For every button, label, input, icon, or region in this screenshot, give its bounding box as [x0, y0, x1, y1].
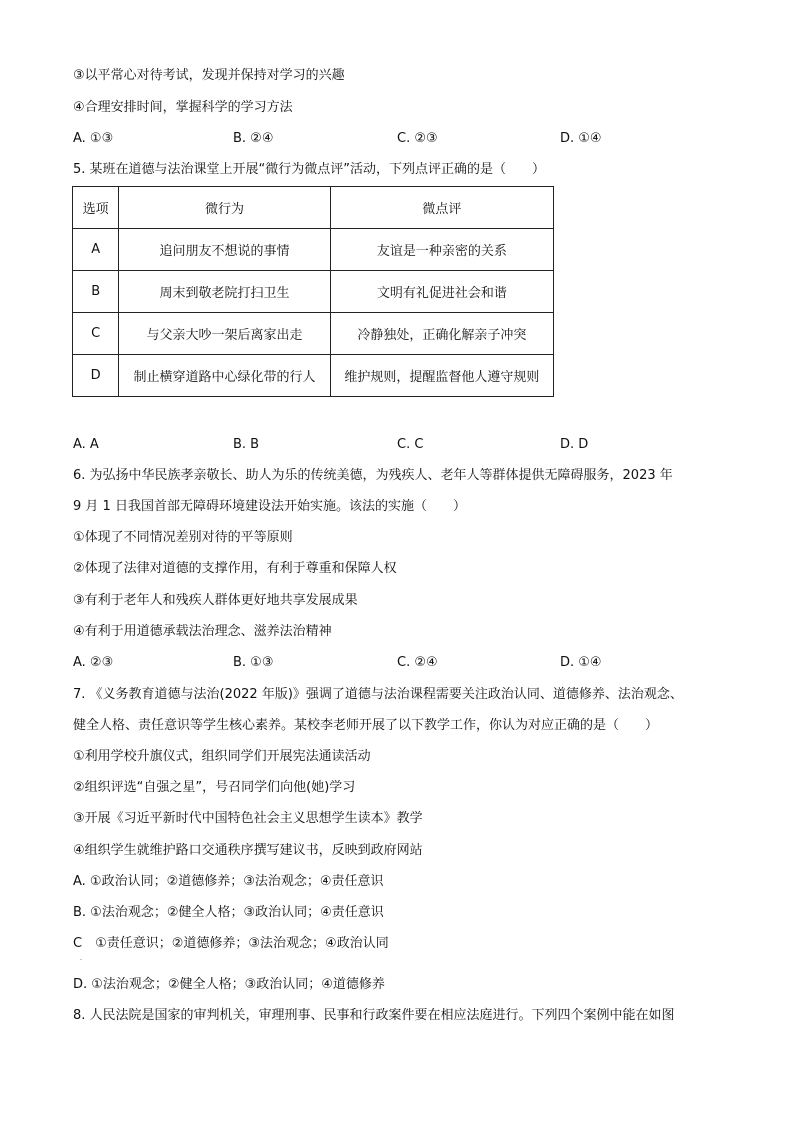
q7-item-1: ①利用学校升旗仪式，组织同学们开展宪法通读活动 — [73, 749, 371, 764]
q7-item-3: ③开展《习近平新时代中国特色社会主义思想学生读本》教学 — [73, 811, 423, 826]
table-cell: C — [73, 313, 119, 355]
q6-option-a: A. ②③ — [73, 655, 114, 670]
q5-table-header-row — [73, 187, 554, 229]
q7-choice-d: D. ①法治观念；②健全人格；③政治认同；④道德修养 — [73, 977, 385, 992]
table-cell: 冷静独处，正确化解亲子冲突 — [330, 313, 553, 355]
q5-header-comment: 微点评 — [330, 187, 553, 229]
q4-item-3: ③以平常心对待考试，发现并保持对学习的兴趣 — [73, 68, 345, 83]
table-cell: 文明有礼促进社会和谐 — [330, 271, 553, 313]
q7-item-4: ④组织学生就维护路口交通秩序撰写建议书，反映到政府网站 — [73, 843, 423, 858]
q7-stem-line-1: 7. 《义务教育道德与法治(2022 年版)》强调了道德与法治课程需要关注政治认同、道德修养、法治观念、 — [73, 687, 683, 702]
q5-option-a: A. A — [73, 437, 99, 452]
q6-item-3: ③有利于老年人和残疾人群体更好地共享发展成果 — [73, 593, 358, 608]
q6-item-2: ②体现了法律对道德的支撑作用，有利于尊重和保障人权 — [73, 561, 397, 576]
table-cell: 制止横穿道路中心绿化带的行人 — [119, 355, 330, 397]
q8-stem-line-1: 8. 人民法院是国家的审判机关，审理刑事、民事和行政案件要在相应法庭进行。下列四个案例中能在如图 — [73, 1008, 675, 1023]
table-cell: 追问朋友不想说的事情 — [119, 229, 330, 271]
q6-options — [73, 654, 713, 672]
table-cell: B — [73, 271, 119, 313]
q6-option-b: B. ①③ — [233, 655, 274, 670]
q6-stem-line-2: 9 月 1 日我国首部无障碍环境建设法开始实施。该法的实施（ ） — [73, 499, 466, 514]
q5-option-b: B. B — [233, 437, 260, 452]
table-cell: 友谊是一种亲密的关系 — [330, 229, 553, 271]
table-cell: D — [73, 355, 119, 397]
q6-item-1: ①体现了不同情况差别对待的平等原则 — [73, 530, 293, 545]
q7-choice-c: C ①责任意识；②道德修养；③法治观念；④政治认同 — [73, 936, 389, 951]
table-row — [73, 229, 554, 271]
q7-choice-b: B. ①法治观念；②健全人格；③政治认同；④责任意识 — [73, 905, 384, 920]
q5-option-d: D. D — [560, 437, 589, 452]
q7-item-2: ②组织评选“自强之星”，号召同学们向他(她)学习 — [73, 780, 356, 795]
q5-stem: 5. 某班在道德与法治课堂上开展“微行为微点评”活动，下列点评正确的是（ ） — [73, 162, 546, 177]
q6-item-4: ④有利于用道德承载法治理念、滋养法治精神 — [73, 624, 332, 639]
q4-item-4: ④合理安排时间，掌握科学的学习方法 — [73, 100, 293, 115]
q7-stem-line-2: 健全人格、责任意识等学生核心素养。某校李老师开展了以下教学工作，你认为对应正确的是（ ） — [73, 718, 659, 733]
q5-header-behavior: 微行为 — [119, 187, 330, 229]
q5-header-option: 选项 — [73, 187, 119, 229]
q4-options — [73, 130, 713, 148]
table-row — [73, 271, 554, 313]
table-row — [73, 355, 554, 397]
q5-option-c: C. C — [397, 437, 424, 452]
table-cell: 维护规则，提醒监督他人遵守规则 — [330, 355, 553, 397]
table-row — [73, 313, 554, 355]
q6-option-c: C. ②④ — [397, 655, 438, 670]
q7-choice-a: A. ①政治认同；②道德修养；③法治观念；④责任意识 — [73, 874, 384, 889]
q5-table — [72, 186, 554, 397]
table-cell: A — [73, 229, 119, 271]
q5-options — [73, 436, 713, 454]
q4-option-a: A. ①③ — [73, 131, 114, 146]
table-cell: 与父亲大吵一架后离家出走 — [119, 313, 330, 355]
q4-option-c: C. ②③ — [397, 131, 438, 146]
q4-option-d: D. ①④ — [560, 131, 602, 146]
table-cell: 周末到敬老院打扫卫生 — [119, 271, 330, 313]
stray-dot: . — [80, 955, 82, 962]
q6-option-d: D. ①④ — [560, 655, 602, 670]
q4-option-b: B. ②④ — [233, 131, 274, 146]
q6-stem-line-1: 6. 为弘扬中华民族孝亲敬长、助人为乐的传统美德，为残疾人、老年人等群体提供无障碍服务，2023 年 — [73, 468, 673, 483]
